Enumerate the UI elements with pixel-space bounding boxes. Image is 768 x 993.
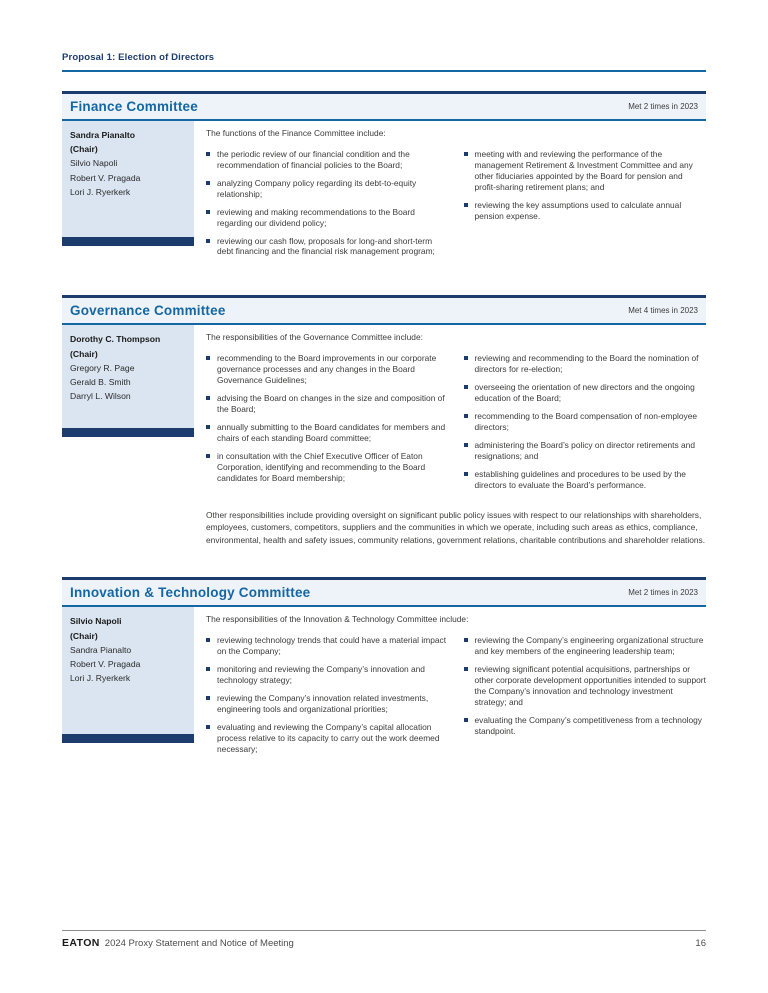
committee-members-box [62, 325, 194, 437]
duty-item: reviewing and recommending to the Board the nomination of directors for re-election; [464, 353, 707, 375]
duty-item: establishing guidelines and procedures to be used by the directors to evaluate the Board’s performance. [464, 469, 707, 491]
member-name: Robert V. Pragada [70, 172, 141, 183]
duty-item: reviewing the Company’s engineering organizational structure and key members of the engineering leadership team; [464, 635, 707, 657]
duty-item: reviewing and making recommendations to the Board regarding our dividend policy; [206, 207, 449, 229]
footer-text: 2024 Proxy Statement and Notice of Meeting [104, 938, 294, 949]
committee-content [194, 607, 706, 761]
committee-duties-left [206, 353, 449, 497]
member-name: Gregory R. Page [70, 362, 135, 373]
duty-item: reviewing significant potential acquisitions, partnerships or other corporate development opportunities intended to support the Company’s innovation and technology investment strategy; and [464, 664, 707, 708]
member-name: Lori J. Ryerkerk [70, 186, 131, 197]
heading-rule [62, 70, 706, 72]
duty-item: meeting with and reviewing the performance of the management Retirement & Investment Committee and any other fiduciaries appointed by the Board for pension and profit-sharing retirement plans; and [464, 149, 707, 193]
duty-item: advising the Board on changes in the size and composition of the Board; [206, 393, 449, 415]
committee-meeting-count: Met 2 times in 2023 [628, 588, 698, 598]
member-name: Sandra Pianalto [70, 130, 135, 140]
committee-title: Innovation & Technology Committee [70, 585, 311, 601]
committee-note: Other responsibilities include providing oversight on significant public policy issues with respect to our relationships with shareholders, employees, customers, competitors, suppliers and the communities in which we operate, including such areas as ethics, compliance, environmental, health and safety issues, community relations, government relations, charitable contributions and shareholder relations. [206, 509, 706, 545]
member-name: Silvio Napoli [70, 158, 118, 169]
committee-intro: The functions of the Finance Committee include: [206, 128, 386, 138]
committee-duties-right [464, 635, 707, 761]
member-name: (Chair) [70, 144, 98, 155]
duty-item: overseeing the orientation of new directors and the ongoing education of the Board; [464, 382, 707, 404]
page-number: 16 [695, 938, 706, 949]
duties-columns [206, 353, 706, 497]
member-name: Silvio Napoli [70, 616, 122, 627]
member-name: Lori J. Ryerkerk [70, 673, 131, 684]
committee-members-list [70, 332, 186, 403]
committee-members-list [70, 614, 186, 685]
committee-meeting-count: Met 4 times in 2023 [628, 306, 698, 316]
committee-body [62, 121, 706, 264]
member-name: Darryl L. Wilson [70, 391, 131, 402]
committee-section-governance [62, 295, 706, 546]
committee-body [62, 607, 706, 761]
committee-content [194, 325, 706, 546]
duty-item: annually submitting to the Board candidates for members and chairs of each standing Board committee; [206, 422, 449, 444]
duty-item: recommending to the Board compensation of non-employee directors; [464, 411, 707, 433]
committee-duties-right [464, 353, 707, 497]
member-name: Robert V. Pragada [70, 658, 141, 669]
duty-item: analyzing Company policy regarding its debt-to-equity relationship; [206, 178, 449, 200]
duty-item: monitoring and reviewing the Company’s innovation and technology strategy; [206, 664, 449, 686]
duties-columns [206, 635, 706, 761]
duty-item: reviewing technology trends that could have a material impact on the Company; [206, 635, 449, 657]
duty-item: administering the Board’s policy on director retirements and resignations; and [464, 440, 707, 462]
committee-intro: The responsibilities of the Innovation & Technology Committee include: [206, 614, 469, 625]
committee-members-list [70, 128, 186, 199]
committee-header [62, 580, 706, 607]
duty-item: recommending to the Board improvements in our corporate governance processes and any changes in the Board Governance Guidelines; [206, 353, 449, 386]
committee-section-finance [62, 91, 706, 264]
committee-header [62, 298, 706, 325]
committee-content [194, 121, 706, 264]
member-name: Sandra Pianalto [70, 644, 132, 655]
member-name: Dorothy C. Thompson [70, 334, 161, 345]
committee-duties-left [206, 149, 449, 264]
duty-item: in consultation with the Chief Executive Officer of Eaton Corporation, identifying and recommending to the Board candidates for Board membership; [206, 451, 449, 484]
committee-body [62, 325, 706, 546]
duty-item: reviewing the Company’s innovation related investments, engineering tools and organizational priorities; [206, 693, 449, 715]
page-head [62, 52, 706, 72]
member-name: (Chair) [70, 630, 98, 641]
committee-meeting-count: Met 2 times in 2023 [628, 102, 698, 111]
page-heading: Proposal 1: Election of Directors [62, 52, 215, 63]
duties-columns [206, 149, 706, 264]
committee-duties-right [464, 149, 707, 264]
committee-intro: The responsibilities of the Governance Committee include: [206, 332, 423, 343]
member-name: Gerald B. Smith [70, 376, 131, 387]
duty-item: evaluating the Company’s competitiveness from a technology standpoint. [464, 715, 707, 737]
footer-left [62, 937, 294, 949]
committee-duties-left [206, 635, 449, 761]
duty-item: evaluating and reviewing the Company’s capital allocation process relative to its capacity to carry out the work deemed necessary; [206, 722, 449, 755]
footer-brand: EATON [62, 937, 100, 949]
committee-title: Finance Committee [70, 99, 198, 114]
duty-item: reviewing the key assumptions used to calculate annual pension expense. [464, 200, 707, 222]
committee-section-innovation-technology [62, 577, 706, 761]
committee-header [62, 94, 706, 121]
member-name: (Chair) [70, 348, 98, 359]
committee-members-box [62, 607, 194, 743]
page-footer [62, 930, 706, 949]
duty-item: reviewing our cash flow, proposals for long-and short-term debt financing and the financial risk management program; [206, 236, 449, 258]
committee-members-box [62, 121, 194, 246]
duty-item: the periodic review of our financial condition and the recommendation of financial policies to the Board; [206, 149, 449, 171]
committee-title: Governance Committee [70, 303, 226, 319]
